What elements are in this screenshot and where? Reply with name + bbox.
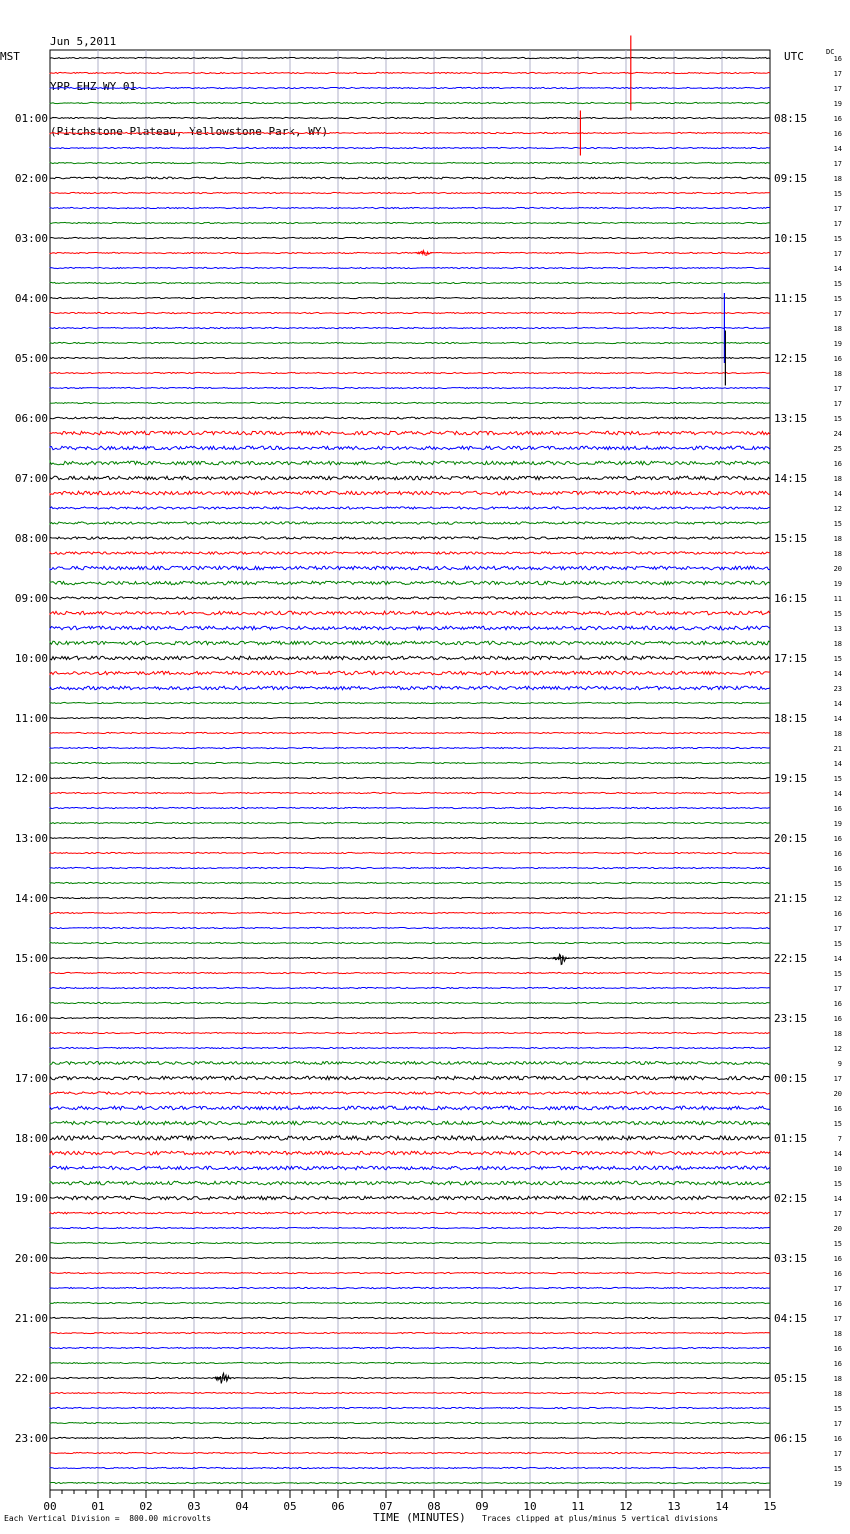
dc-offset-label: 16	[833, 1345, 842, 1353]
trace-line	[50, 87, 770, 88]
dc-offset-label: 15	[833, 1405, 842, 1413]
x-tick-label: 11	[571, 1500, 585, 1513]
dc-offset-label: 17	[833, 70, 842, 78]
dc-offset-label: 15	[833, 295, 842, 303]
x-tick-label: 04	[235, 1500, 249, 1513]
dc-offset-label: 19	[833, 820, 842, 828]
left-hour-label: 06:00	[14, 412, 48, 425]
dc-offset-label: 16	[833, 1000, 842, 1008]
dc-offset-label: 18	[833, 175, 842, 183]
x-tick-label: 13	[667, 1500, 681, 1513]
trace-line	[50, 671, 770, 675]
trace-line	[50, 897, 770, 898]
right-hour-label: 01:15	[774, 1132, 808, 1145]
dc-offset-label: 12	[833, 895, 842, 903]
dc-offset-label: 15	[833, 280, 842, 288]
dc-offset-label: 16	[833, 460, 842, 468]
dc-offset-label: 14	[833, 145, 842, 153]
dc-offset-label: 25	[833, 445, 842, 453]
dc-offset-label: 14	[833, 790, 842, 798]
right-hour-label: 12:15	[774, 352, 808, 365]
trace-line	[50, 597, 770, 599]
trace-line	[50, 972, 770, 973]
right-hour-label: 15:15	[774, 532, 808, 545]
right-hour-label: 13:15	[774, 412, 808, 425]
dc-offset-label: 18	[833, 550, 842, 558]
dc-offset-label: 18	[833, 535, 842, 543]
dc-offset-label: 10	[833, 1165, 842, 1173]
right-timezone-label: UTC	[784, 50, 804, 63]
x-tick-label: 14	[715, 1500, 729, 1513]
right-hour-label: 05:15	[774, 1372, 808, 1385]
dc-offset-label: 15	[833, 880, 842, 888]
trace-line	[50, 177, 770, 179]
trace-line	[50, 656, 770, 660]
dc-offset-label: 15	[833, 775, 842, 783]
dc-offset-label: 18	[833, 730, 842, 738]
trace-line	[50, 417, 770, 419]
dc-offset-label: 24	[833, 430, 842, 438]
left-hour-label: 19:00	[14, 1192, 48, 1205]
dc-offset-label: 18	[833, 640, 842, 648]
clip-note: Traces clipped at plus/minus 5 vertical divisions	[482, 1514, 719, 1523]
trace-line	[50, 762, 770, 763]
right-hour-label: 02:15	[774, 1192, 808, 1205]
trace-line	[50, 192, 770, 193]
trace-line	[50, 957, 770, 958]
dc-offset-label: 19	[833, 1480, 842, 1488]
event-burst	[416, 251, 432, 256]
scale-note: Each Vertical Division = 800.00 microvolts	[4, 1514, 212, 1523]
trace-line	[50, 372, 770, 373]
left-hour-label: 23:00	[14, 1432, 48, 1445]
dc-offset-label: 7	[837, 1135, 842, 1143]
dc-offset-label: 17	[833, 250, 842, 258]
dc-offset-label: 15	[833, 1120, 842, 1128]
dc-offset-label: 15	[833, 1240, 842, 1248]
dc-offset-label: 15	[833, 610, 842, 618]
left-hour-label: 18:00	[14, 1132, 48, 1145]
trace-line	[50, 207, 770, 208]
trace-line	[50, 777, 770, 778]
dc-offset-label: 15	[833, 1465, 842, 1473]
right-hour-label: 00:15	[774, 1072, 808, 1085]
trace-line	[50, 1302, 770, 1303]
dc-offset-label: 20	[833, 1225, 842, 1233]
right-hour-label: 16:15	[774, 592, 808, 605]
trace-line	[50, 117, 770, 118]
dc-offset-label: 14	[833, 1195, 842, 1203]
trace-line	[50, 1422, 770, 1423]
dc-offset-label: 12	[833, 505, 842, 513]
dc-offset-label: 16	[833, 1360, 842, 1368]
trace-line	[50, 357, 770, 358]
dc-offset-label: 17	[833, 1210, 842, 1218]
left-hour-label: 01:00	[14, 112, 48, 125]
dc-offset-label: 18	[833, 370, 842, 378]
dc-offset-label: 11	[833, 595, 842, 603]
dc-offset-label: 16	[833, 1270, 842, 1278]
dc-offset-label: 15	[833, 415, 842, 423]
trace-line	[50, 102, 770, 103]
x-tick-label: 09	[475, 1500, 489, 1513]
trace-line	[50, 1347, 770, 1348]
station-location: (Pitchstone Plateau, Yellowstone Park, WY)	[50, 125, 329, 138]
trace-line	[50, 1317, 770, 1318]
trace-line	[50, 732, 770, 733]
x-tick-label: 12	[619, 1500, 633, 1513]
trace-line	[50, 1482, 770, 1483]
trace-line	[50, 837, 770, 838]
left-hour-label: 12:00	[14, 772, 48, 785]
dc-offset-label: 17	[833, 85, 842, 93]
trace-line	[50, 147, 770, 148]
trace-line	[50, 686, 770, 690]
dc-offset-label: 16	[833, 865, 842, 873]
trace-line	[50, 987, 770, 988]
dc-offset-label: 13	[833, 625, 842, 633]
trace-line	[50, 267, 770, 268]
trace-line	[50, 297, 770, 298]
dc-offset-label: 18	[833, 1030, 842, 1038]
trace-line	[50, 702, 770, 703]
plot-frame	[50, 50, 770, 1490]
right-hour-label: 22:15	[774, 952, 808, 965]
dc-offset-label: 19	[833, 100, 842, 108]
x-tick-label: 05	[283, 1500, 297, 1513]
dc-offset-label: 16	[833, 1255, 842, 1263]
trace-line	[50, 1332, 770, 1333]
trace-line	[50, 1002, 770, 1003]
trace-line	[50, 507, 770, 509]
trace-line	[50, 1437, 770, 1438]
trace-line	[50, 237, 770, 238]
dc-offset-label: 14	[833, 715, 842, 723]
right-hour-label: 10:15	[774, 232, 808, 245]
dc-offset-label: 17	[833, 1315, 842, 1323]
x-tick-label: 02	[139, 1500, 153, 1513]
trace-line	[50, 1062, 770, 1065]
right-hour-label: 03:15	[774, 1252, 808, 1265]
left-hour-label: 17:00	[14, 1072, 48, 1085]
dc-offset-label: 15	[833, 655, 842, 663]
dc-offset-label: 17	[833, 220, 842, 228]
left-hour-label: 05:00	[14, 352, 48, 365]
event-burst	[215, 1373, 231, 1383]
trace-line	[50, 611, 770, 615]
trace-line	[50, 1377, 770, 1378]
dc-offset-label: 17	[833, 1285, 842, 1293]
dc-offset-label: 16	[833, 130, 842, 138]
dc-offset-label: 14	[833, 265, 842, 273]
trace-line	[50, 927, 770, 928]
x-axis-label: TIME (MINUTES)	[373, 1511, 466, 1524]
x-tick-label: 06	[331, 1500, 345, 1513]
trace-line	[50, 852, 770, 853]
trace-line	[50, 1227, 770, 1228]
right-hour-label: 11:15	[774, 292, 808, 305]
event-burst	[553, 954, 569, 964]
dc-offset-label: 15	[833, 235, 842, 243]
dc-offset-label: 14	[833, 955, 842, 963]
x-tick-label: 08	[427, 1500, 441, 1513]
trace-line	[50, 1166, 770, 1170]
right-hour-label: 20:15	[774, 832, 808, 845]
trace-line	[50, 132, 770, 133]
trace-line	[50, 522, 770, 524]
dc-offset-label: 20	[833, 1090, 842, 1098]
x-tick-label: 03	[187, 1500, 201, 1513]
trace-line	[50, 717, 770, 718]
dc-offset-label: 17	[833, 1075, 842, 1083]
trace-line	[50, 252, 770, 253]
trace-line	[50, 747, 770, 748]
trace-line	[50, 491, 770, 495]
trace-line	[50, 57, 770, 58]
dc-offset-label: 15	[833, 940, 842, 948]
trace-line	[50, 222, 770, 223]
dc-offset-label: 15	[833, 970, 842, 978]
x-tick-label: 07	[379, 1500, 393, 1513]
right-hour-label: 04:15	[774, 1312, 808, 1325]
dc-offset-label: 18	[833, 475, 842, 483]
right-hour-label: 18:15	[774, 712, 808, 725]
dc-offset-label: 16	[833, 355, 842, 363]
dc-offset-label: 14	[833, 760, 842, 768]
chart-date: Jun 5,2011	[50, 35, 117, 48]
dc-offset-label: 15	[833, 520, 842, 528]
left-hour-label: 22:00	[14, 1372, 48, 1385]
trace-line	[50, 1151, 770, 1155]
dc-offset-label: 17	[833, 160, 842, 168]
dc-offset-label: 16	[833, 910, 842, 918]
left-hour-label: 21:00	[14, 1312, 48, 1325]
left-hour-label: 04:00	[14, 292, 48, 305]
left-hour-label: 07:00	[14, 472, 48, 485]
trace-line	[50, 476, 770, 480]
left-hour-label: 03:00	[14, 232, 48, 245]
dc-offset-label: 21	[833, 745, 842, 753]
trace-line	[50, 431, 770, 435]
dc-offset-label: 15	[833, 1180, 842, 1188]
dc-offset-label: 16	[833, 115, 842, 123]
left-hour-label: 13:00	[14, 832, 48, 845]
right-hour-label: 21:15	[774, 892, 808, 905]
dc-offset-label: 15	[833, 190, 842, 198]
trace-line	[50, 1196, 770, 1200]
trace-line	[50, 1407, 770, 1408]
dc-offset-label: 17	[833, 925, 842, 933]
trace-line	[50, 461, 770, 465]
trace-line	[50, 1392, 770, 1393]
trace-line	[50, 402, 770, 403]
dc-offset-label: 18	[833, 325, 842, 333]
trace-line	[50, 312, 770, 313]
dc-offset-label: 14	[833, 670, 842, 678]
dc-offset-label: 17	[833, 205, 842, 213]
left-hour-label: 10:00	[14, 652, 48, 665]
dc-offset-label: 17	[833, 385, 842, 393]
dc-offset-label: 23	[833, 685, 842, 693]
left-hour-label: 14:00	[14, 892, 48, 905]
trace-line	[50, 387, 770, 388]
dc-offset-label: 19	[833, 340, 842, 348]
trace-line	[50, 822, 770, 823]
trace-line	[50, 626, 770, 630]
x-tick-label: 10	[523, 1500, 537, 1513]
trace-line	[50, 1076, 770, 1080]
left-hour-label: 11:00	[14, 712, 48, 725]
dc-offset-label: 18	[833, 1330, 842, 1338]
dc-offset-label: 16	[833, 1435, 842, 1443]
trace-line	[50, 1287, 770, 1288]
dc-offset-label: 18	[833, 1390, 842, 1398]
trace-line	[50, 1181, 770, 1185]
right-hour-label: 14:15	[774, 472, 808, 485]
right-hour-label: 17:15	[774, 652, 808, 665]
dc-offset-label: 16	[833, 835, 842, 843]
dc-offset-label: 9	[837, 1060, 842, 1068]
right-hour-label: 06:15	[774, 1432, 808, 1445]
trace-line	[50, 1047, 770, 1048]
right-hour-label: 08:15	[774, 112, 808, 125]
trace-line	[50, 162, 770, 163]
left-hour-label: 16:00	[14, 1012, 48, 1025]
trace-line	[50, 1257, 770, 1258]
trace-line	[50, 641, 770, 645]
trace-line	[50, 1467, 770, 1468]
dc-offset-label: 20	[833, 565, 842, 573]
dc-offset-label: 16	[833, 1300, 842, 1308]
trace-line	[50, 552, 770, 554]
station-code: YPP EHZ WY 01	[50, 80, 137, 93]
trace-line	[50, 327, 770, 328]
left-timezone-label: MST	[0, 50, 20, 63]
left-hour-label: 15:00	[14, 952, 48, 965]
trace-line	[50, 807, 770, 808]
trace-line	[50, 1212, 770, 1214]
left-hour-label: 02:00	[14, 172, 48, 185]
x-tick-label: 00	[43, 1500, 57, 1513]
trace-line	[50, 342, 770, 343]
trace-line	[50, 1121, 770, 1125]
dc-offset-label: 16	[833, 1105, 842, 1113]
dc-offset-label: 14	[833, 700, 842, 708]
trace-line	[50, 882, 770, 883]
trace-line	[50, 282, 770, 283]
trace-line	[50, 792, 770, 793]
right-hour-label: 19:15	[774, 772, 808, 785]
trace-line	[50, 1106, 770, 1110]
x-tick-label: 01	[91, 1500, 105, 1513]
dc-offset-label: 16	[833, 55, 842, 63]
trace-line	[50, 912, 770, 913]
dc-offset-label: 16	[833, 1015, 842, 1023]
trace-line	[50, 581, 770, 585]
x-tick-label: 15	[763, 1500, 777, 1513]
dc-offset-label: 12	[833, 1045, 842, 1053]
dc-offset-label: 17	[833, 310, 842, 318]
trace-line	[50, 446, 770, 450]
right-hour-label: 23:15	[774, 1012, 808, 1025]
trace-line	[50, 942, 770, 943]
trace-line	[50, 1032, 770, 1033]
dc-offset-label: 17	[833, 1420, 842, 1428]
trace-line	[50, 1092, 770, 1094]
left-hour-label: 08:00	[14, 532, 48, 545]
right-hour-label: 09:15	[774, 172, 808, 185]
trace-line	[50, 1362, 770, 1363]
trace-line	[50, 1136, 770, 1140]
trace-line	[50, 1242, 770, 1243]
trace-line	[50, 1272, 770, 1273]
dc-offset-label: 18	[833, 1375, 842, 1383]
left-hour-label: 20:00	[14, 1252, 48, 1265]
dc-offset-label: 17	[833, 985, 842, 993]
trace-line	[50, 537, 770, 539]
dc-offset-label: 14	[833, 1150, 842, 1158]
trace-line	[50, 566, 770, 570]
trace-line	[50, 72, 770, 73]
dc-offset-label: 14	[833, 490, 842, 498]
trace-line	[50, 1017, 770, 1018]
dc-offset-label: 17	[833, 1450, 842, 1458]
left-hour-label: 09:00	[14, 592, 48, 605]
dc-offset-label: 16	[833, 850, 842, 858]
trace-line	[50, 867, 770, 868]
dc-offset-label: 19	[833, 580, 842, 588]
trace-line	[50, 1452, 770, 1453]
dc-offset-label: 17	[833, 400, 842, 408]
dc-label: DC	[826, 48, 835, 56]
dc-offset-label: 16	[833, 805, 842, 813]
